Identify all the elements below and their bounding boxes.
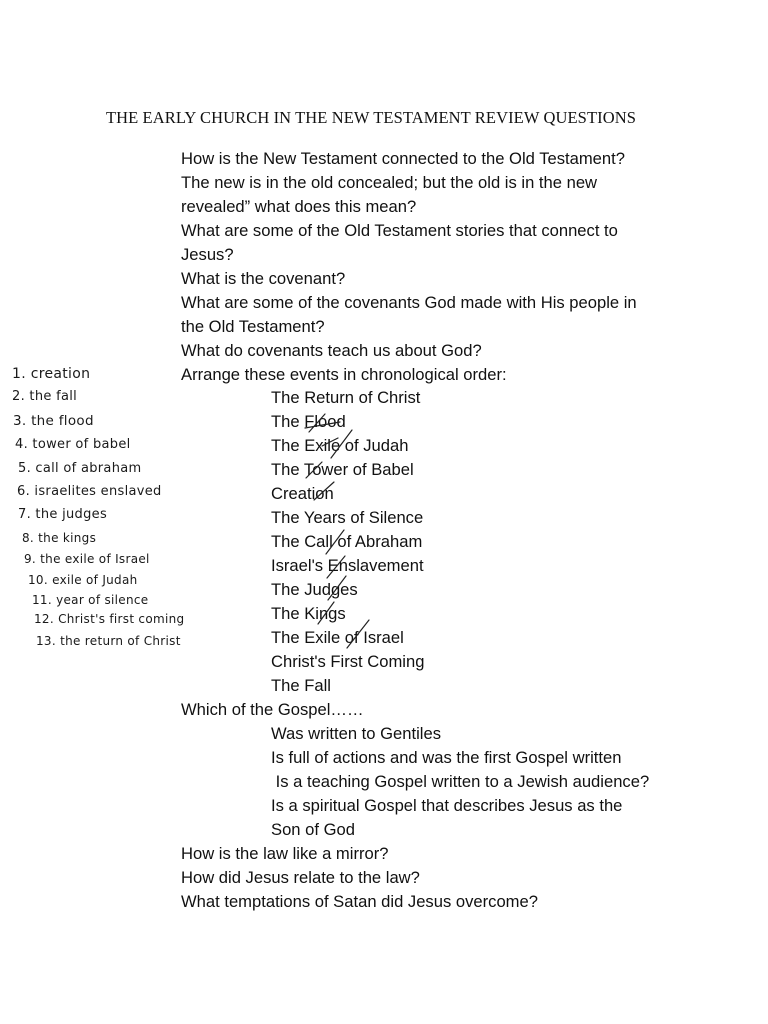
event-text: The Fall <box>271 676 331 695</box>
handwritten-note: 3. the flood <box>13 413 94 429</box>
question-text: What are some of the covenants God made with His people in <box>181 293 637 312</box>
gospel-text: Is a spiritual Gospel that describes Jesus as the <box>271 796 623 815</box>
gospel-text: Is a teaching Gospel written to a Jewish audience? <box>271 772 650 791</box>
event-text: The Exile of Israel <box>271 628 404 647</box>
handwritten-note: 2. the fall <box>12 389 78 404</box>
check-mark-icon <box>306 462 322 478</box>
check-mark-icon <box>347 620 369 648</box>
question-text: revealed” what does this mean? <box>181 197 417 216</box>
question-text: How did Jesus relate to the law? <box>181 868 420 887</box>
event-text: The Kings <box>271 604 346 623</box>
question-text: Which of the Gospel…… <box>181 700 364 719</box>
check-mark-icon <box>328 576 346 600</box>
event-text: The Flood <box>271 412 346 431</box>
handwritten-note: 10. exile of Judah <box>28 573 138 587</box>
handwritten-note: 4. tower of babel <box>15 437 131 452</box>
check-mark-icon <box>318 602 334 624</box>
event-text: The Call of Abraham <box>271 532 423 551</box>
handwritten-note: 8. the kings <box>22 531 97 545</box>
question-text: the Old Testament? <box>181 317 325 336</box>
gospel-text: Was written to Gentiles <box>271 724 441 743</box>
page-title: THE EARLY CHURCH IN THE NEW TESTAMENT REVIEW QUESTIONS <box>105 108 637 127</box>
question-text: What is the covenant? <box>181 269 346 288</box>
event-text: The Exile of Judah <box>271 436 409 455</box>
handwritten-note: 9. the exile of Israel <box>24 552 150 566</box>
question-text: What do covenants teach us about God? <box>181 341 482 360</box>
handwritten-note: 7. the judges <box>18 507 108 522</box>
question-text: The new is in the old concealed; but the old is in the new <box>181 173 598 192</box>
question-text: What are some of the Old Testament stories that connect to <box>181 221 618 240</box>
check-mark-icon <box>326 530 344 554</box>
handwritten-note: 13. the return of Christ <box>36 634 181 648</box>
check-mark-icon <box>314 482 334 500</box>
event-text: Israel's Enslavement <box>271 556 424 575</box>
question-text: Jesus? <box>181 245 234 264</box>
question-text: How is the New Testament connected to the Old Testament? <box>181 149 625 168</box>
question-text: Arrange these events in chronological order: <box>181 365 507 384</box>
event-text: The Tower of Babel <box>271 460 414 479</box>
gospel-text: Son of God <box>271 820 355 839</box>
event-text: The Years of Silence <box>271 508 424 527</box>
handwritten-note: 6. israelites enslaved <box>17 484 162 499</box>
check-mark-icon <box>305 414 340 432</box>
gospel-text: Is full of actions and was the first Gospel written <box>271 748 622 767</box>
event-text: The Judges <box>271 580 358 599</box>
check-mark-icon <box>322 430 352 458</box>
event-text: The Return of Christ <box>271 388 421 407</box>
handwritten-note: 1. creation <box>12 366 91 382</box>
event-text: Creation <box>271 484 334 503</box>
question-text: What temptations of Satan did Jesus overcome? <box>181 892 538 911</box>
question-text: How is the law like a mirror? <box>181 844 389 863</box>
handwritten-note: 5. call of abraham <box>18 461 142 476</box>
handwritten-note: 12. Christ's first coming <box>34 612 185 626</box>
handwritten-note: 11. year of silence <box>32 593 149 607</box>
event-text: Christ's First Coming <box>271 652 425 671</box>
check-mark-icon <box>327 556 345 578</box>
